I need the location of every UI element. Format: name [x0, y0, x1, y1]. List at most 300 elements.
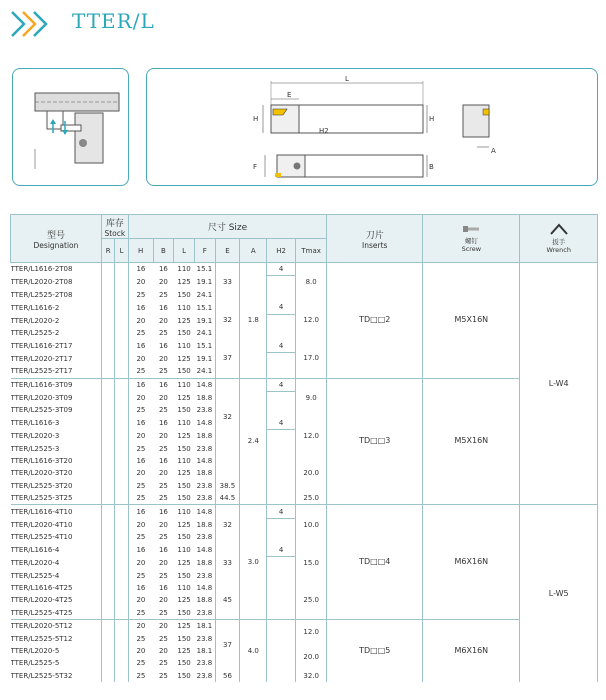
designation-cell: TTER/L2525-5T12: [11, 632, 102, 644]
B-cell: 16: [158, 583, 168, 592]
B-cell: 25: [158, 406, 168, 415]
stock-R-cell: [101, 352, 114, 365]
dim-F-label: F: [253, 163, 258, 171]
F-cell: 18.8: [194, 430, 215, 443]
stock-R-cell: [101, 327, 114, 339]
H2-cell: [267, 442, 296, 454]
designation-cell: TTER/L1616-2T17: [11, 339, 102, 352]
designation-cell: TTER/L2020-5T12: [11, 619, 102, 632]
col-A-header: A: [240, 239, 267, 263]
E-cell: 37: [215, 339, 240, 378]
stock-R-cell: [101, 492, 114, 505]
stock-R-cell: [101, 276, 114, 289]
E-cell: [215, 455, 240, 480]
stock-L-cell: [115, 327, 128, 339]
dim-L-label: L: [345, 75, 349, 83]
screw-header: 螺钉 Screw: [423, 215, 520, 263]
insert-cell: TD□□2: [327, 263, 423, 379]
stock-R-cell: [101, 569, 114, 581]
Tmax-cell: 17.0: [296, 339, 327, 378]
H2-cell: [267, 455, 296, 467]
H2-cell: [267, 467, 296, 479]
L-cell: 150: [177, 444, 191, 453]
H2-cell: [267, 569, 296, 581]
stock-R-header: R: [101, 239, 114, 263]
L-cell: 150: [177, 634, 191, 643]
designation-cell: TTER/L2020-2T08: [11, 276, 102, 289]
stock-R-cell: [101, 378, 114, 391]
stock-R-cell: [101, 455, 114, 467]
H2-cell: [267, 365, 296, 378]
F-cell: 23.8: [194, 531, 215, 543]
designation-cell: TTER/L1616-3T20: [11, 455, 102, 467]
F-cell: 23.8: [194, 480, 215, 492]
F-cell: 18.8: [194, 518, 215, 531]
L-cell: 125: [177, 558, 191, 567]
stock-R-cell: [101, 607, 114, 620]
stock-L-cell: [115, 455, 128, 467]
stock-R-cell: [101, 467, 114, 479]
B-cell: 16: [158, 457, 168, 466]
designation-cell: TTER/L2525-5T32: [11, 670, 102, 682]
F-cell: 23.8: [194, 404, 215, 416]
stock-R-cell: [101, 619, 114, 632]
dim-B-label: B: [429, 163, 434, 171]
stock-L-cell: [115, 289, 128, 301]
H2-cell: [267, 518, 296, 531]
L-cell: 150: [177, 329, 191, 338]
H-cell: 20: [136, 646, 146, 655]
col-H2-header: H2: [267, 239, 296, 263]
H-cell: 20: [136, 354, 146, 363]
designation-cell: TTER/L2525-5: [11, 657, 102, 669]
stock-L-cell: [115, 417, 128, 430]
H-cell: 25: [136, 290, 146, 299]
stock-R-cell: [101, 417, 114, 430]
screw-cell: M6X16N: [423, 505, 520, 620]
H2-cell: [267, 352, 296, 365]
H2-cell: [267, 289, 296, 301]
H2-cell: [267, 404, 296, 416]
B-cell: 16: [158, 341, 168, 350]
B-cell: 16: [153, 378, 174, 391]
stock-L-cell: [115, 544, 128, 557]
H-cell: 25: [136, 571, 146, 580]
H-cell: 16: [136, 546, 146, 555]
H-cell: 25: [136, 494, 146, 503]
F-cell: 18.8: [194, 467, 215, 479]
L-cell: 125: [177, 354, 191, 363]
Tmax-cell: 25.0: [296, 582, 327, 620]
F-cell: 23.8: [194, 657, 215, 669]
stock-L-cell: [115, 492, 128, 505]
page-header: [0, 0, 606, 48]
stock-R-cell: [101, 544, 114, 557]
screw-cell: M5X16N: [423, 263, 520, 379]
L-cell: 150: [177, 671, 191, 680]
L-cell: 110: [174, 505, 195, 518]
inserts-header: 刀片 Inserts: [327, 215, 423, 263]
stock-R-cell: [101, 657, 114, 669]
F-cell: 14.8: [194, 505, 215, 518]
L-cell: 150: [177, 406, 191, 415]
stock-L-cell: [115, 352, 128, 365]
L-cell: 150: [177, 571, 191, 580]
F-cell: 14.8: [194, 582, 215, 594]
stock-L-cell: [115, 301, 128, 314]
F-cell: 18.8: [194, 556, 215, 569]
B-cell: 20: [158, 354, 168, 363]
L-cell: 110: [174, 263, 195, 276]
F-cell: 15.1: [194, 301, 215, 314]
H2-cell: 4: [267, 301, 296, 314]
H-cell: 16: [136, 419, 146, 428]
A-cell: 1.8: [240, 263, 267, 379]
H-cell: 16: [136, 341, 146, 350]
H-cell: 16: [136, 457, 146, 466]
stock-L-cell: [115, 391, 128, 404]
H2-cell: [267, 480, 296, 492]
Tmax-cell: 25.0: [296, 492, 327, 505]
H2-cell: [267, 670, 296, 682]
L-cell: 150: [177, 481, 191, 490]
designation-cell: TTER/L2525-3T09: [11, 404, 102, 416]
Tmax-cell: 32.0: [296, 670, 327, 682]
H-cell: 25: [136, 329, 146, 338]
insert-cell: TD□□4: [327, 505, 423, 620]
F-cell: 23.8: [194, 632, 215, 644]
F-cell: 18.8: [194, 391, 215, 404]
col-Tmax-header: Tmax: [296, 239, 327, 263]
L-cell: 125: [174, 619, 195, 632]
F-cell: 23.8: [194, 569, 215, 581]
designation-cell: TTER/L1616-3: [11, 417, 102, 430]
H2-cell: [267, 645, 296, 657]
H2-cell: 4: [267, 378, 296, 391]
col-F-header: F: [194, 239, 215, 263]
F-cell: 18.1: [194, 619, 215, 632]
stock-L-cell: [115, 480, 128, 492]
stock-L-cell: [115, 556, 128, 569]
L-cell: 125: [177, 316, 191, 325]
Tmax-cell: 12.0: [296, 417, 327, 455]
E-cell: 38.5: [215, 480, 240, 492]
stock-R-cell: [101, 442, 114, 454]
B-cell: 25: [158, 444, 168, 453]
table-row: [11, 619, 598, 632]
Tmax-cell: 20.0: [296, 455, 327, 492]
Tmax-cell: 12.0: [296, 301, 327, 339]
L-cell: 125: [177, 646, 191, 655]
H-cell: 25: [136, 608, 146, 617]
stock-L-cell: [115, 670, 128, 682]
stock-L-header: L: [115, 239, 128, 263]
L-cell: 125: [177, 469, 191, 478]
stock-L-cell: [115, 619, 128, 632]
stock-L-cell: [115, 505, 128, 518]
wrench-header: 扳手 Wrench: [520, 215, 598, 263]
H-cell: 25: [136, 406, 146, 415]
stock-R-cell: [101, 505, 114, 518]
stock-R-cell: [101, 404, 114, 416]
L-cell: 150: [177, 533, 191, 542]
H-cell: 16: [136, 303, 146, 312]
H-cell: 16: [136, 583, 146, 592]
B-cell: 25: [158, 608, 168, 617]
stock-L-cell: [115, 339, 128, 352]
H-cell: 20: [136, 596, 146, 605]
designation-cell: TTER/L2020-2: [11, 314, 102, 327]
E-cell: 32: [215, 378, 240, 455]
L-cell: 110: [177, 457, 191, 466]
H-cell: 25: [136, 444, 146, 453]
H-cell: 25: [136, 659, 146, 668]
dimension-diagram: [146, 68, 598, 186]
L-cell: 150: [177, 367, 191, 376]
E-cell: 32: [215, 505, 240, 544]
H2-cell: 4: [267, 339, 296, 352]
F-cell: 19.1: [194, 352, 215, 365]
H2-cell: [267, 582, 296, 594]
designation-cell: TTER/L2525-4: [11, 569, 102, 581]
dim-H-label-left: H: [253, 115, 259, 123]
H2-cell: [267, 276, 296, 289]
dim-H-label-right: H: [429, 115, 435, 123]
dim-E-label: E: [287, 91, 292, 99]
B-cell: 25: [158, 571, 168, 580]
B-cell: 16: [158, 419, 168, 428]
designation-cell: TTER/L2525-4T10: [11, 531, 102, 543]
dim-H2-label: H2: [319, 127, 329, 135]
F-cell: 23.8: [194, 492, 215, 505]
stock-R-cell: [101, 531, 114, 543]
col-H-header: H: [128, 239, 153, 263]
stock-L-cell: [115, 582, 128, 594]
stock-R-cell: [101, 314, 114, 327]
stock-R-cell: [101, 430, 114, 443]
spec-table: [10, 214, 598, 682]
col-B-header: B: [153, 239, 174, 263]
L-cell: 110: [177, 303, 191, 312]
H-cell: 20: [136, 558, 146, 567]
designation-cell: TTER/L1616-2: [11, 301, 102, 314]
L-cell: 110: [177, 419, 191, 428]
stock-R-cell: [101, 582, 114, 594]
Tmax-cell: 15.0: [296, 544, 327, 582]
E-cell: 45: [215, 582, 240, 620]
Tmax-cell: 12.0: [296, 619, 327, 644]
stock-L-cell: [115, 645, 128, 657]
F-cell: 19.1: [194, 314, 215, 327]
stock-R-cell: [101, 645, 114, 657]
L-cell: 150: [177, 494, 191, 503]
H-cell: 25: [136, 533, 146, 542]
table-row: [11, 378, 598, 391]
L-cell: 110: [177, 341, 191, 350]
F-cell: 14.8: [194, 544, 215, 557]
F-cell: 15.1: [194, 339, 215, 352]
H2-cell: 4: [267, 263, 296, 276]
B-cell: 25: [158, 494, 168, 503]
F-cell: 24.1: [194, 327, 215, 339]
E-cell: 56: [215, 670, 240, 682]
stock-R-cell: [101, 339, 114, 352]
H2-cell: [267, 492, 296, 505]
L-cell: 125: [177, 520, 191, 529]
L-cell: 110: [177, 583, 191, 592]
B-cell: 20: [153, 619, 174, 632]
stock-L-cell: [115, 632, 128, 644]
stock-R-cell: [101, 289, 114, 301]
stock-header: 库存 Stock: [101, 215, 128, 239]
E-cell: 33: [215, 544, 240, 582]
A-cell: 2.4: [240, 378, 267, 505]
H2-cell: [267, 607, 296, 620]
stock-L-cell: [115, 569, 128, 581]
designation-cell: TTER/L2020-3: [11, 430, 102, 443]
stock-L-cell: [115, 607, 128, 620]
L-cell: 125: [177, 596, 191, 605]
H-cell: 16: [128, 263, 153, 276]
B-cell: 20: [158, 393, 168, 402]
stock-L-cell: [115, 276, 128, 289]
chevron-right-icon: [8, 8, 54, 40]
B-cell: 25: [158, 329, 168, 338]
stock-L-cell: [115, 518, 128, 531]
designation-cell: TTER/L2020-4T25: [11, 594, 102, 606]
stock-R-cell: [101, 594, 114, 606]
B-cell: 25: [158, 367, 168, 376]
F-cell: 23.8: [194, 442, 215, 454]
F-cell: 14.8: [194, 455, 215, 467]
stock-L-cell: [115, 594, 128, 606]
B-cell: 20: [158, 646, 168, 655]
L-cell: 125: [177, 432, 191, 441]
designation-cell: TTER/L1616-4T10: [11, 505, 102, 518]
F-cell: 23.8: [194, 607, 215, 620]
H2-cell: 4: [267, 417, 296, 430]
H-cell: 20: [136, 278, 146, 287]
designation-cell: TTER/L2525-2T17: [11, 365, 102, 378]
stock-R-cell: [101, 632, 114, 644]
designation-cell: TTER/L2525-3T20: [11, 480, 102, 492]
F-cell: 18.1: [194, 645, 215, 657]
stock-L-cell: [115, 467, 128, 479]
B-cell: 20: [158, 558, 168, 567]
stock-L-cell: [115, 657, 128, 669]
F-cell: 15.1: [194, 263, 215, 276]
designation-cell: TTER/L2020-5: [11, 645, 102, 657]
stock-R-cell: [101, 263, 114, 276]
F-cell: 23.8: [194, 670, 215, 682]
application-diagram: [12, 68, 129, 186]
B-cell: 16: [158, 546, 168, 555]
H-cell: 16: [128, 378, 153, 391]
stock-R-cell: [101, 391, 114, 404]
H-cell: 25: [136, 481, 146, 490]
H2-cell: [267, 594, 296, 606]
B-cell: 25: [158, 671, 168, 680]
screw-cell: M5X16N: [423, 378, 520, 505]
designation-header: 型号 Designation: [11, 215, 102, 263]
H2-cell: [267, 632, 296, 644]
L-cell: 110: [174, 378, 195, 391]
H2-cell: [267, 556, 296, 569]
B-cell: 20: [158, 432, 168, 441]
H-cell: 25: [136, 634, 146, 643]
designation-cell: TTER/L2525-3T25: [11, 492, 102, 505]
stock-R-cell: [101, 301, 114, 314]
page-title: TTER/L: [72, 9, 155, 33]
stock-R-cell: [101, 556, 114, 569]
F-cell: 14.8: [194, 378, 215, 391]
designation-cell: TTER/L2020-2T17: [11, 352, 102, 365]
designation-cell: TTER/L2525-2T08: [11, 289, 102, 301]
screw-icon: [462, 224, 480, 234]
B-cell: 20: [158, 469, 168, 478]
E-cell: 44.5: [215, 492, 240, 505]
insert-cell: TD□□5: [327, 619, 423, 681]
wrench-icon: [549, 223, 569, 235]
designation-cell: TTER/L2525-3: [11, 442, 102, 454]
stock-L-cell: [115, 378, 128, 391]
E-cell: 37: [215, 619, 240, 669]
wrench-cell: L-W5: [520, 505, 598, 682]
stock-L-cell: [115, 430, 128, 443]
designation-cell: TTER/L2020-3T09: [11, 391, 102, 404]
L-cell: 125: [177, 393, 191, 402]
table-row: [11, 505, 598, 518]
F-cell: 14.8: [194, 417, 215, 430]
L-cell: 110: [177, 546, 191, 555]
H2-cell: [267, 314, 296, 327]
B-cell: 20: [158, 316, 168, 325]
table-row: [11, 263, 598, 276]
stock-R-cell: [101, 480, 114, 492]
H-cell: 25: [136, 671, 146, 680]
B-cell: 25: [158, 659, 168, 668]
stock-L-cell: [115, 442, 128, 454]
B-cell: 16: [153, 505, 174, 518]
designation-cell: TTER/L2525-4T25: [11, 607, 102, 620]
designation-cell: TTER/L2525-2: [11, 327, 102, 339]
B-cell: 25: [158, 481, 168, 490]
L-cell: 125: [177, 278, 191, 287]
designation-cell: TTER/L1616-3T09: [11, 378, 102, 391]
stock-R-cell: [101, 365, 114, 378]
H2-cell: 4: [267, 544, 296, 557]
B-cell: 16: [158, 303, 168, 312]
L-cell: 150: [177, 608, 191, 617]
L-cell: 150: [177, 290, 191, 299]
B-cell: 25: [158, 533, 168, 542]
stock-L-cell: [115, 531, 128, 543]
H2-cell: [267, 657, 296, 669]
E-cell: 33: [215, 263, 240, 302]
H-cell: 16: [128, 505, 153, 518]
H-cell: 20: [128, 619, 153, 632]
A-cell: 4.0: [240, 619, 267, 681]
E-cell: 32: [215, 301, 240, 339]
H-cell: 20: [136, 316, 146, 325]
B-cell: 20: [158, 596, 168, 605]
screw-cell: M6X16N: [423, 619, 520, 681]
H2-cell: [267, 391, 296, 404]
H-cell: 20: [136, 393, 146, 402]
designation-cell: TTER/L2020-4T10: [11, 518, 102, 531]
col-L-header: L: [174, 239, 195, 263]
designation-cell: TTER/L1616-2T08: [11, 263, 102, 276]
